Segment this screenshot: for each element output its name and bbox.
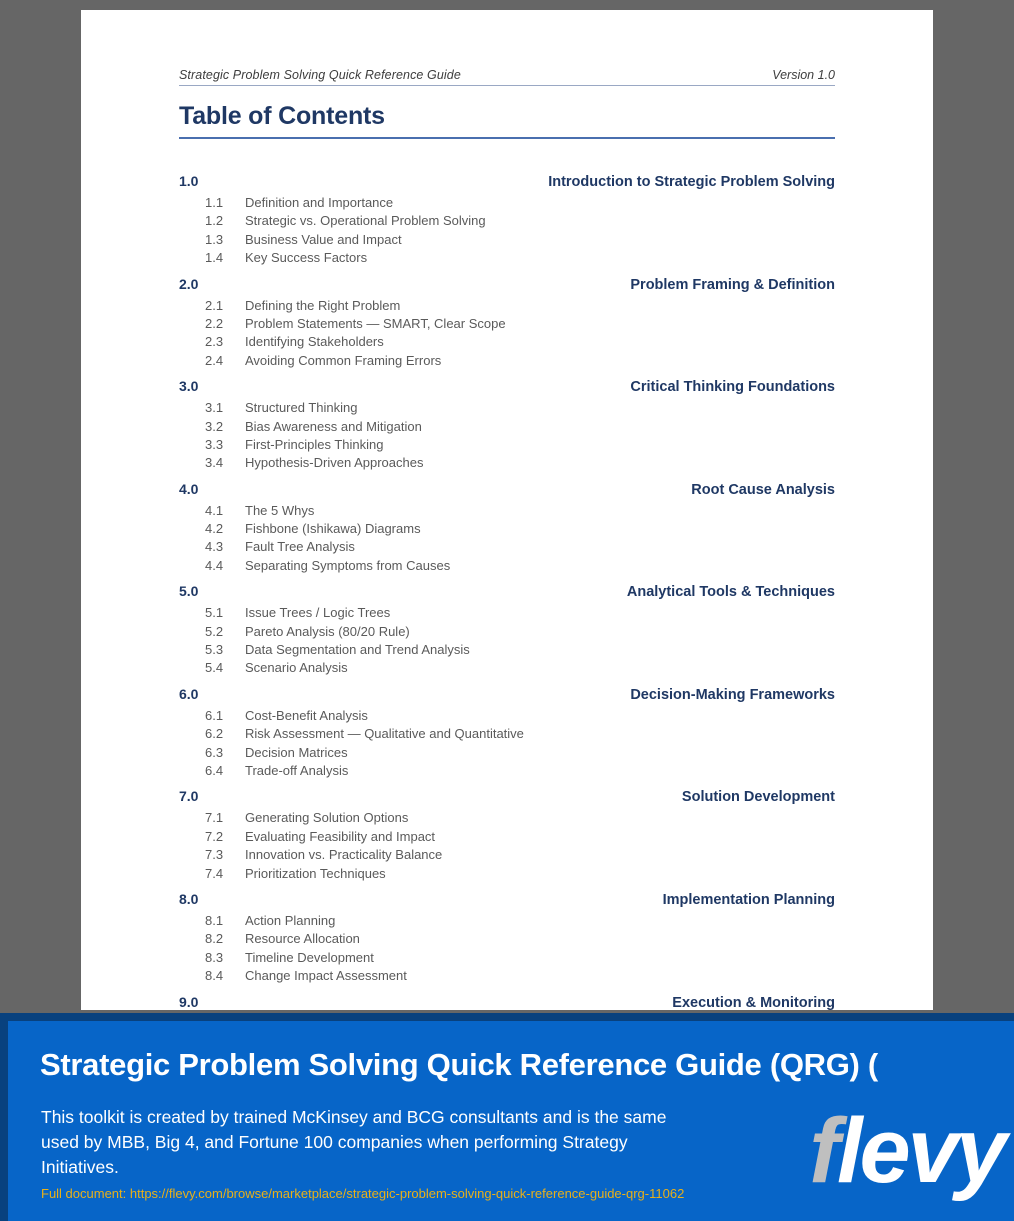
document-page	[81, 10, 933, 1010]
toc-subsection-number: 6.4	[205, 762, 224, 778]
toc-subsection-row[interactable]	[179, 232, 835, 250]
toc-subsection-number: 8.1	[205, 912, 224, 928]
toc-subsection-row[interactable]	[179, 660, 835, 678]
toc-subsection-number: 2.3	[205, 334, 224, 350]
toc-subsection-row[interactable]	[179, 558, 835, 576]
flevy-banner-inner	[8, 1021, 1014, 1221]
toc-subsection-row[interactable]	[179, 810, 835, 828]
toc-section-spacer	[179, 474, 835, 481]
toc-subsection-number: 6.1	[205, 707, 224, 723]
toc-section-title: Problem Framing & Definition	[630, 276, 835, 293]
toc-subsection-row[interactable]	[179, 913, 835, 931]
toc-subsection-label: Bias Awareness and Mitigation	[245, 418, 422, 434]
toc-subsection-label: Hypothesis-Driven Approaches	[245, 455, 424, 471]
toc-section-spacer	[179, 987, 835, 994]
toc-section-spacer	[179, 269, 835, 276]
toc-subsection-label: Pareto Analysis (80/20 Rule)	[245, 623, 410, 639]
toc-subsection-label: First-Principles Thinking	[245, 436, 384, 452]
toc-subsection-row[interactable]	[179, 642, 835, 660]
toc-section-heading[interactable]	[179, 173, 835, 195]
toc-subsection-row[interactable]	[179, 455, 835, 473]
table-of-contents	[179, 173, 835, 1059]
toc-subsection-number: 5.4	[205, 660, 224, 676]
banner-title: Strategic Problem Solving Quick Reference Guide (QRG) (	[40, 1047, 878, 1082]
toc-subsection-row[interactable]	[179, 400, 835, 418]
toc-subsection-row[interactable]	[179, 726, 835, 744]
toc-section-title: Solution Development	[681, 789, 835, 806]
toc-subsection-row[interactable]	[179, 419, 835, 437]
toc-subsection-label: Innovation vs. Practicality Balance	[245, 847, 443, 863]
toc-subsection-label: Prioritization Techniques	[245, 865, 386, 881]
toc-section	[179, 276, 835, 379]
toc-section-title: Execution & Monitoring	[672, 994, 835, 1011]
toc-subsection-number: 1.2	[205, 213, 224, 229]
flevy-logo-f: f	[809, 1100, 837, 1202]
page-title: Table of Contents	[179, 102, 385, 130]
toc-subsection-label: Data Segmentation and Trend Analysis	[245, 642, 470, 658]
toc-section-number: 3.0	[179, 378, 199, 395]
document-page-content	[179, 10, 835, 1010]
toc-subsection-number: 1.3	[205, 231, 224, 247]
toc-subsection-number: 7.2	[205, 828, 224, 844]
toc-subsection-number: 2.2	[205, 315, 224, 331]
document-running-header	[179, 68, 835, 86]
toc-section-heading[interactable]	[179, 891, 835, 913]
toc-subsection-row[interactable]	[179, 605, 835, 623]
toc-subsection-number: 5.2	[205, 623, 224, 639]
toc-section-spacer	[179, 884, 835, 891]
toc-section	[179, 378, 835, 481]
toc-subsection-number: 1.1	[205, 195, 224, 210]
toc-subsection-number: 4.4	[205, 557, 224, 573]
banner-subtitle: This toolkit is created by trained McKinsey and BCG consultants and is the same used by MBB, Big 4, and Fortune 100 companies when performing Strategy Initiatives.	[41, 1107, 667, 1177]
toc-section-spacer	[179, 679, 835, 686]
toc-section	[179, 583, 835, 686]
toc-section	[179, 891, 835, 994]
toc-section	[179, 788, 835, 891]
toc-subsection-row[interactable]	[179, 334, 835, 352]
toc-section-number: 1.0	[179, 173, 199, 189]
toc-subsection-number: 4.2	[205, 521, 224, 537]
toc-subsection-number: 8.3	[205, 949, 224, 965]
toc-section-number: 7.0	[179, 788, 199, 805]
toc-subsection-label: Change Impact Assessment	[245, 968, 407, 984]
toc-subsection-number: 6.2	[205, 726, 224, 742]
toc-subsection-label: Fishbone (Ishikawa) Diagrams	[245, 521, 421, 537]
toc-subsection-number: 6.3	[205, 744, 224, 760]
toc-subsection-row[interactable]	[179, 298, 835, 316]
toc-subsection-row[interactable]	[179, 708, 835, 726]
toc-subsection-row[interactable]	[179, 763, 835, 781]
toc-subsection-label: Strategic vs. Operational Problem Solving	[245, 213, 486, 229]
toc-subsection-label: Timeline Development	[245, 949, 374, 965]
toc-subsection-row[interactable]	[179, 829, 835, 847]
toc-subsection-row[interactable]	[179, 250, 835, 268]
toc-section-title: Root Cause Analysis	[691, 481, 835, 498]
toc-subsection-row[interactable]	[179, 968, 835, 986]
toc-subsection-label: Fault Tree Analysis	[245, 539, 355, 555]
toc-subsection-label: Business Value and Impact	[245, 231, 402, 247]
toc-subsection-label: Trade-off Analysis	[245, 762, 349, 778]
toc-section-title: Analytical Tools & Techniques	[626, 584, 835, 601]
running-header-title: Strategic Problem Solving Quick Reference Guide	[179, 68, 461, 82]
toc-section-heading[interactable]	[179, 788, 835, 810]
toc-subsection-row[interactable]	[179, 950, 835, 968]
toc-subsection-row[interactable]	[179, 195, 835, 213]
toc-subsection-number: 5.3	[205, 642, 224, 658]
flevy-logo-levy: levy	[836, 1100, 1004, 1202]
toc-subsection-label: Risk Assessment — Qualitative and Quantitative	[245, 726, 524, 742]
toc-subsection-label: Separating Symptoms from Causes	[245, 557, 451, 573]
toc-subsection-number: 7.1	[205, 810, 224, 826]
toc-subsection-label: Problem Statements — SMART, Clear Scope	[245, 315, 506, 331]
toc-subsection-label: Definition and Importance	[245, 195, 394, 210]
toc-subsection-label: Scenario Analysis	[245, 660, 348, 676]
toc-subsection-label: Generating Solution Options	[245, 810, 409, 826]
toc-subsection-row[interactable]	[179, 213, 835, 231]
toc-section-spacer	[179, 576, 835, 583]
toc-section-spacer	[179, 371, 835, 378]
toc-section-heading[interactable]	[179, 583, 835, 605]
toc-section-number: 4.0	[179, 480, 199, 497]
toc-subsection-label: The 5 Whys	[245, 502, 315, 518]
flevy-promo-banner	[0, 1013, 1014, 1221]
toc-subsection-label: Evaluating Feasibility and Impact	[245, 828, 436, 844]
toc-section-title: Critical Thinking Foundations	[630, 379, 835, 396]
toc-section-number: 6.0	[179, 685, 199, 702]
toc-subsection-number: 3.1	[205, 400, 224, 416]
toc-subsection-number: 7.3	[205, 847, 224, 863]
toc-section-number: 9.0	[179, 993, 199, 1010]
toc-subsection-label: Decision Matrices	[245, 744, 348, 760]
toc-subsection-label: Identifying Stakeholders	[245, 334, 384, 350]
toc-subsection-row[interactable]	[179, 931, 835, 949]
toc-subsection-label: Defining the Right Problem	[245, 297, 401, 313]
toc-subsection-number: 8.2	[205, 931, 224, 947]
flevy-logo	[809, 1101, 1004, 1201]
toc-subsection-number: 2.1	[205, 297, 224, 313]
toc-section-heading[interactable]	[179, 276, 835, 298]
toc-subsection-number: 4.1	[205, 502, 224, 518]
toc-subsection-number: 3.3	[205, 436, 224, 452]
toc-section-title: Implementation Planning	[662, 891, 835, 908]
toc-section-title: Introduction to Strategic Problem Solving	[548, 174, 835, 190]
toc-subsection-row[interactable]	[179, 503, 835, 521]
toc-subsection-label: Action Planning	[245, 912, 336, 928]
toc-subsection-number: 1.4	[205, 250, 224, 266]
toc-section-spacer	[179, 781, 835, 788]
banner-document-url[interactable]: Full document: https://flevy.com/browse/marketplace/strategic-problem-solving-quick-reference-guide-qrg-11062	[41, 1186, 685, 1201]
toc-subsection-row[interactable]	[179, 745, 835, 763]
toc-subsection-label: Issue Trees / Logic Trees	[245, 605, 391, 621]
toc-subsection-row[interactable]	[179, 316, 835, 334]
toc-section	[179, 173, 835, 276]
toc-subsection-number: 3.2	[205, 418, 224, 434]
toc-subsection-row[interactable]	[179, 847, 835, 865]
toc-section	[179, 686, 835, 789]
running-header-version: Version 1.0	[772, 68, 835, 82]
toc-section-number: 8.0	[179, 890, 199, 907]
toc-section-number: 5.0	[179, 583, 199, 600]
toc-subsection-number: 5.1	[205, 605, 224, 621]
title-divider	[179, 137, 835, 139]
toc-section-number: 2.0	[179, 275, 199, 292]
toc-subsection-row[interactable]	[179, 437, 835, 455]
toc-subsection-label: Resource Allocation	[245, 931, 360, 947]
toc-subsection-row[interactable]	[179, 866, 835, 884]
toc-section-heading[interactable]	[179, 481, 835, 503]
toc-subsection-number: 7.4	[205, 865, 224, 881]
toc-subsection-label: Structured Thinking	[245, 400, 358, 416]
toc-section-heading[interactable]	[179, 686, 835, 708]
toc-subsection-label: Cost-Benefit Analysis	[245, 707, 368, 723]
toc-subsection-row[interactable]	[179, 624, 835, 642]
toc-subsection-row[interactable]	[179, 353, 835, 371]
toc-subsection-number: 2.4	[205, 352, 224, 368]
toc-subsection-number: 3.4	[205, 455, 224, 471]
toc-subsection-row[interactable]	[179, 539, 835, 557]
toc-subsection-label: Avoiding Common Framing Errors	[245, 352, 442, 368]
toc-subsection-number: 4.3	[205, 539, 224, 555]
toc-subsection-number: 8.4	[205, 968, 224, 984]
toc-subsection-label: Key Success Factors	[245, 250, 368, 266]
toc-subsection-row[interactable]	[179, 521, 835, 539]
toc-section-heading[interactable]	[179, 378, 835, 400]
toc-section	[179, 481, 835, 584]
toc-section-title: Decision-Making Frameworks	[630, 686, 835, 703]
